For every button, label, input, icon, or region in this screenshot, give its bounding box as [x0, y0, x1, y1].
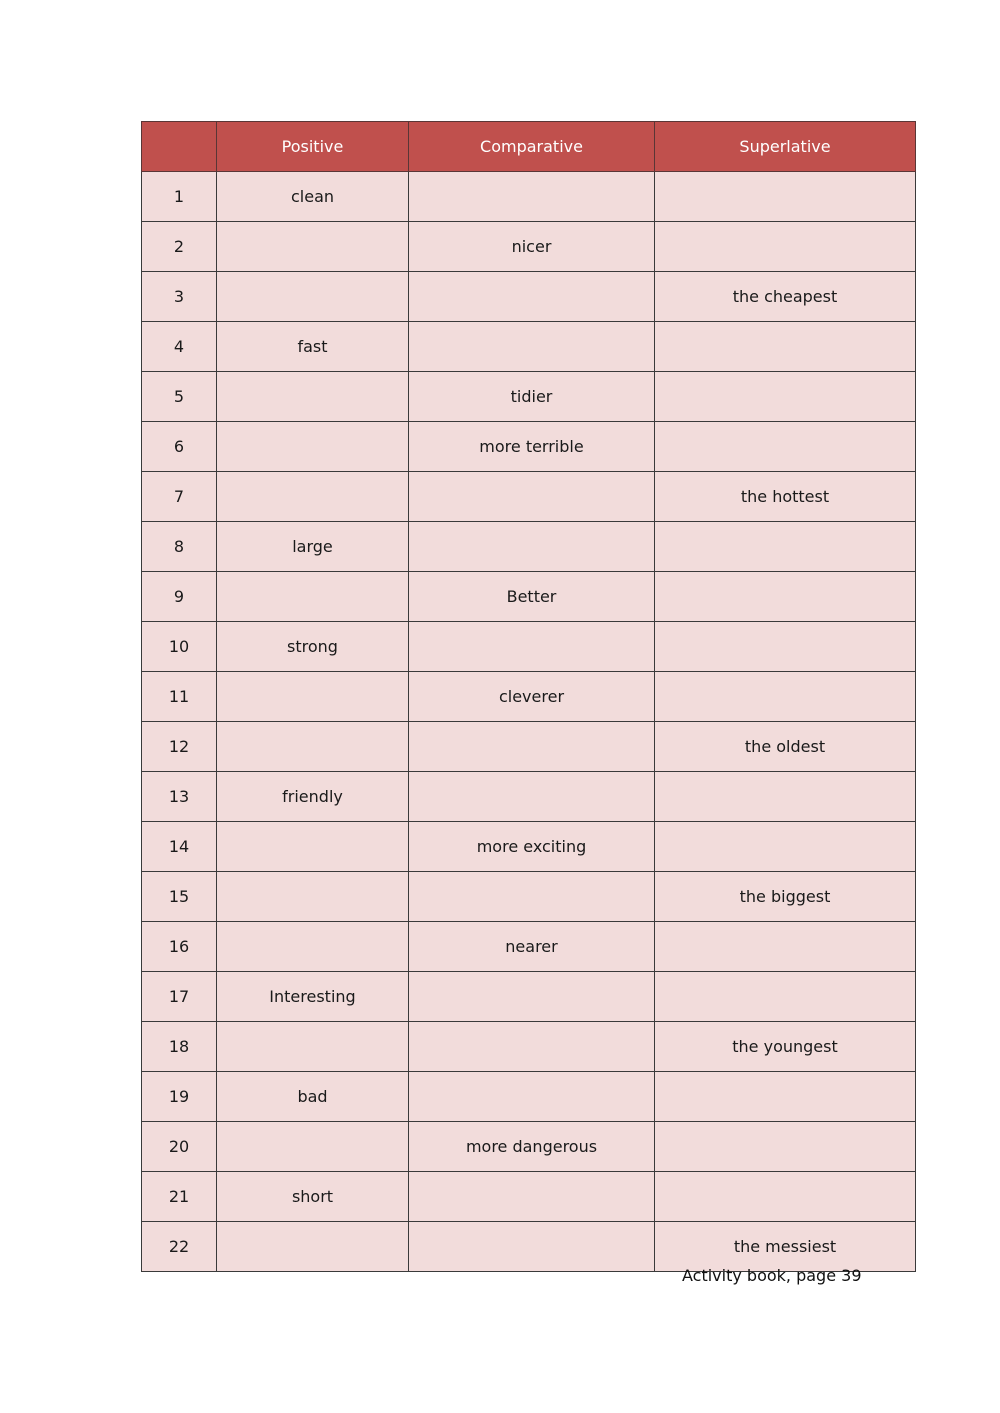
cell-superlative	[655, 172, 916, 222]
cell-superlative	[655, 772, 916, 822]
cell-comparative	[409, 172, 655, 222]
cell-superlative: the youngest	[655, 1022, 916, 1072]
cell-number: 6	[142, 422, 217, 472]
cell-superlative	[655, 622, 916, 672]
table-row	[142, 1172, 916, 1222]
cell-superlative: the cheapest	[655, 272, 916, 322]
cell-superlative	[655, 422, 916, 472]
worksheet	[141, 121, 916, 1272]
cell-positive	[217, 1122, 409, 1172]
cell-positive: clean	[217, 172, 409, 222]
table-row	[142, 522, 916, 572]
header-superlative: Superlative	[655, 122, 916, 172]
cell-number: 3	[142, 272, 217, 322]
cell-number: 4	[142, 322, 217, 372]
cell-positive	[217, 572, 409, 622]
cell-superlative	[655, 1172, 916, 1222]
cell-superlative	[655, 922, 916, 972]
cell-comparative	[409, 1172, 655, 1222]
cell-superlative: the messiest	[655, 1222, 916, 1272]
cell-superlative: the hottest	[655, 472, 916, 522]
table-row	[142, 422, 916, 472]
table-row	[142, 322, 916, 372]
cell-number: 14	[142, 822, 217, 872]
cell-positive: large	[217, 522, 409, 572]
cell-comparative: cleverer	[409, 672, 655, 722]
cell-positive	[217, 1022, 409, 1072]
cell-positive: Interesting	[217, 972, 409, 1022]
cell-number: 8	[142, 522, 217, 572]
cell-positive	[217, 272, 409, 322]
cell-superlative	[655, 372, 916, 422]
cell-positive	[217, 1222, 409, 1272]
header-positive: Positive	[217, 122, 409, 172]
table-row	[142, 1222, 916, 1272]
header-comparative: Comparative	[409, 122, 655, 172]
cell-comparative: Better	[409, 572, 655, 622]
cell-positive	[217, 822, 409, 872]
cell-comparative	[409, 472, 655, 522]
table-row	[142, 1022, 916, 1072]
cell-comparative	[409, 972, 655, 1022]
table-row	[142, 622, 916, 672]
cell-superlative	[655, 1072, 916, 1122]
table-row	[142, 822, 916, 872]
cell-positive	[217, 922, 409, 972]
cell-number: 15	[142, 872, 217, 922]
cell-positive	[217, 722, 409, 772]
cell-positive	[217, 672, 409, 722]
table-row	[142, 272, 916, 322]
cell-comparative	[409, 1022, 655, 1072]
cell-comparative: tidier	[409, 372, 655, 422]
header-number	[142, 122, 217, 172]
table-row	[142, 172, 916, 222]
table-row	[142, 872, 916, 922]
cell-positive	[217, 472, 409, 522]
table-row	[142, 222, 916, 272]
table-row	[142, 472, 916, 522]
cell-positive	[217, 422, 409, 472]
cell-comparative	[409, 1072, 655, 1122]
cell-comparative: nicer	[409, 222, 655, 272]
adjective-forms-table	[141, 121, 916, 1272]
cell-positive: bad	[217, 1072, 409, 1122]
cell-number: 9	[142, 572, 217, 622]
cell-positive: short	[217, 1172, 409, 1222]
cell-number: 17	[142, 972, 217, 1022]
cell-number: 20	[142, 1122, 217, 1172]
cell-positive: friendly	[217, 772, 409, 822]
table-header-row	[142, 122, 916, 172]
cell-comparative	[409, 322, 655, 372]
cell-superlative: the oldest	[655, 722, 916, 772]
cell-comparative	[409, 1222, 655, 1272]
cell-number: 21	[142, 1172, 217, 1222]
cell-comparative: nearer	[409, 922, 655, 972]
cell-comparative	[409, 522, 655, 572]
cell-number: 1	[142, 172, 217, 222]
cell-superlative	[655, 1122, 916, 1172]
cell-number: 2	[142, 222, 217, 272]
cell-comparative	[409, 772, 655, 822]
table-row	[142, 772, 916, 822]
cell-number: 11	[142, 672, 217, 722]
cell-superlative	[655, 322, 916, 372]
cell-positive: fast	[217, 322, 409, 372]
cell-number: 16	[142, 922, 217, 972]
cell-number: 19	[142, 1072, 217, 1122]
cell-superlative: the biggest	[655, 872, 916, 922]
cell-number: 5	[142, 372, 217, 422]
cell-positive	[217, 872, 409, 922]
cell-comparative	[409, 872, 655, 922]
cell-comparative: more dangerous	[409, 1122, 655, 1172]
cell-positive	[217, 372, 409, 422]
cell-comparative: more exciting	[409, 822, 655, 872]
cell-superlative	[655, 222, 916, 272]
cell-superlative	[655, 572, 916, 622]
table-row	[142, 972, 916, 1022]
cell-comparative	[409, 622, 655, 672]
cell-superlative	[655, 822, 916, 872]
cell-number: 10	[142, 622, 217, 672]
cell-comparative: more terrible	[409, 422, 655, 472]
cell-number: 22	[142, 1222, 217, 1272]
cell-number: 18	[142, 1022, 217, 1072]
cell-number: 13	[142, 772, 217, 822]
cell-positive	[217, 222, 409, 272]
table-row	[142, 1072, 916, 1122]
table-row	[142, 572, 916, 622]
cell-comparative	[409, 722, 655, 772]
source-note: Activity book, page 39	[682, 1266, 862, 1285]
cell-number: 7	[142, 472, 217, 522]
table-row	[142, 722, 916, 772]
cell-positive: strong	[217, 622, 409, 672]
cell-superlative	[655, 672, 916, 722]
cell-superlative	[655, 972, 916, 1022]
cell-superlative	[655, 522, 916, 572]
table-body	[142, 172, 916, 1272]
cell-comparative	[409, 272, 655, 322]
table-row	[142, 922, 916, 972]
table-row	[142, 372, 916, 422]
cell-number: 12	[142, 722, 217, 772]
table-row	[142, 672, 916, 722]
table-row	[142, 1122, 916, 1172]
